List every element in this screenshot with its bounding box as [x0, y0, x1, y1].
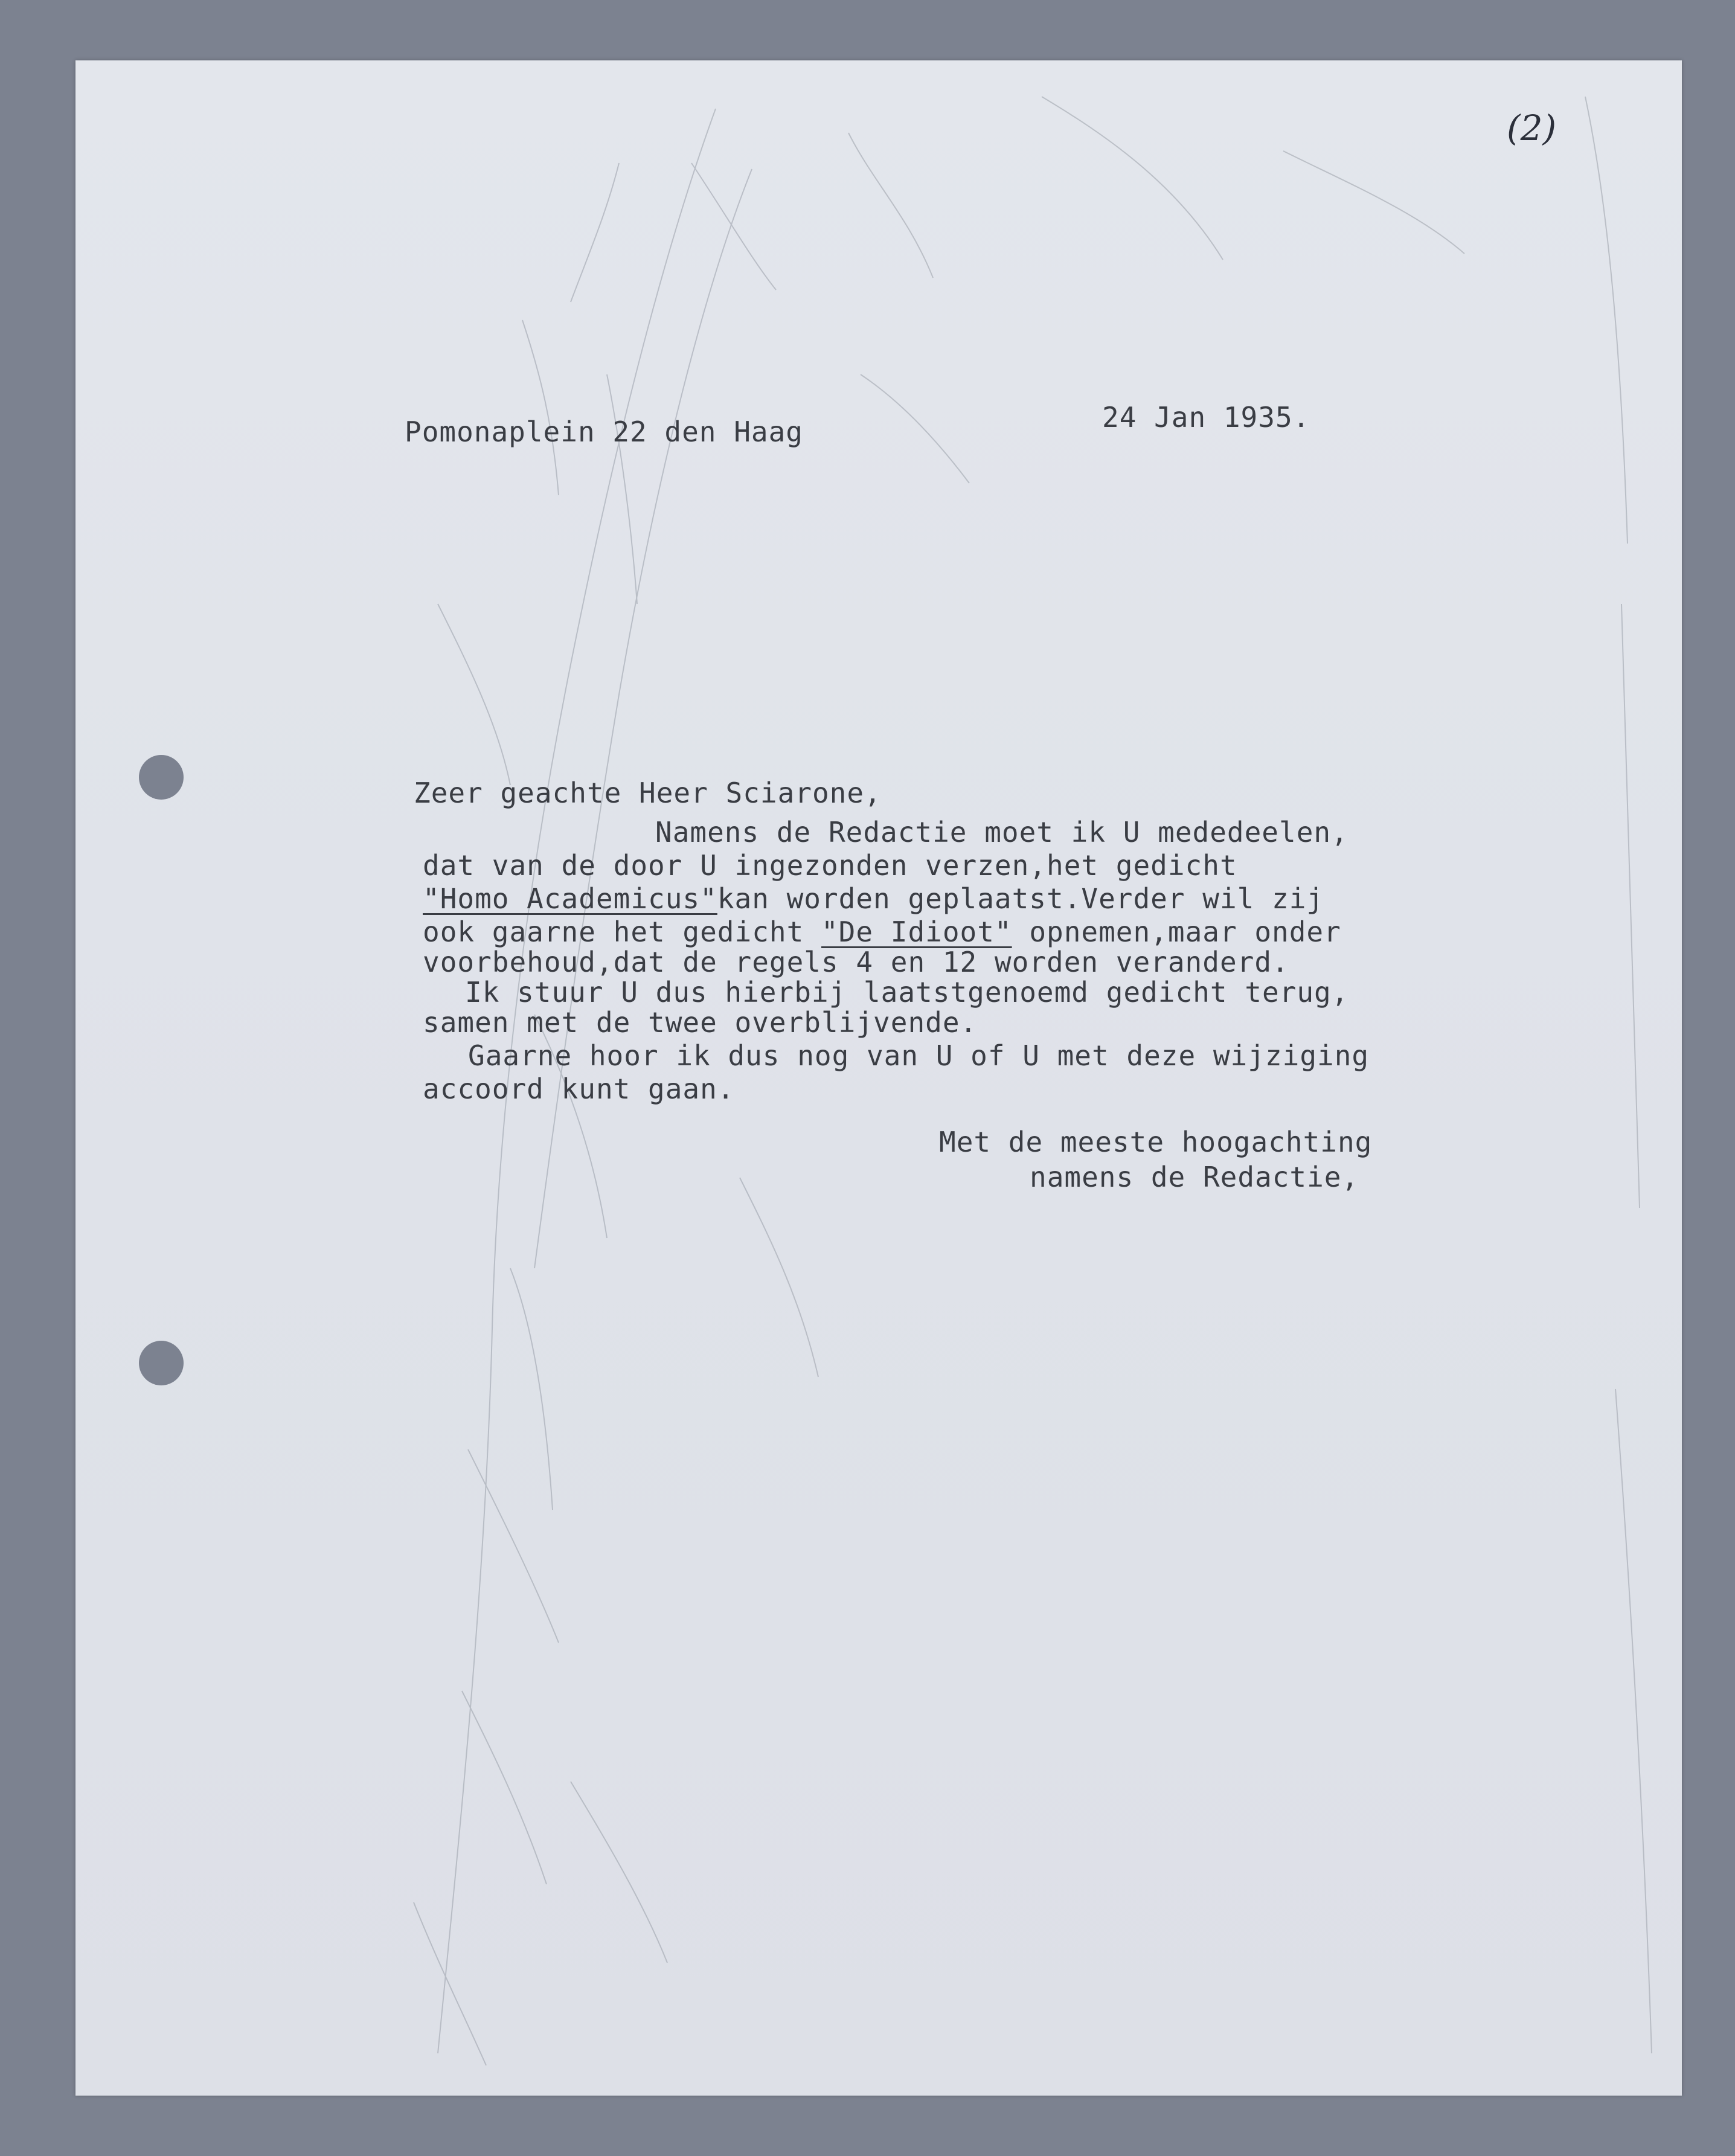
body-line-1: Namens de Redactie moet ik U mededeelen, — [655, 816, 1349, 849]
body-line-4 — [423, 918, 1341, 946]
closing-line-2: namens de Redactie, — [1030, 1161, 1359, 1193]
body-line-2: dat van de door U ingezonden verzen,het gedicht — [423, 849, 1237, 882]
page-number-annotation: (2) — [1507, 107, 1557, 149]
closing-line-1: Met de meeste hoogachting — [939, 1126, 1373, 1158]
punch-hole-top — [139, 755, 184, 800]
body-line-9: accoord kunt gaan. — [423, 1073, 735, 1105]
body-line-4-pre: ook gaarne het gedicht — [423, 916, 821, 948]
body-line-3-rest: kan worden geplaatst.Verder wil zij — [717, 882, 1324, 915]
body-line-8: Gaarne hoor ik dus nog van U of U met deze wijziging — [468, 1039, 1370, 1072]
body-line-3 — [423, 882, 1324, 915]
punch-hole-bottom — [139, 1341, 184, 1385]
body-line-7: samen met de twee overblijvende. — [423, 1006, 978, 1039]
body-line-4-post: opnemen,maar onder — [1012, 916, 1341, 948]
sender-address: Pomonaplein 22 den Haag — [405, 415, 803, 448]
poem-title-homo-academicus: "Homo Academicus" — [423, 882, 717, 915]
letter-date: 24 Jan 1935. — [1102, 401, 1310, 434]
body-line-6: Ik stuur U dus hierbij laatstgenoemd gedicht terug, — [465, 976, 1349, 1009]
letter-sheet — [75, 60, 1682, 2096]
body-line-5: voorbehoud,dat de regels 4 en 12 worden veranderd. — [423, 946, 1289, 978]
poem-title-de-idioot: "De Idioot" — [821, 916, 1012, 948]
salutation: Zeer geachte Heer Sciarone, — [414, 777, 882, 809]
paper-fiber-marks — [75, 60, 1682, 2096]
